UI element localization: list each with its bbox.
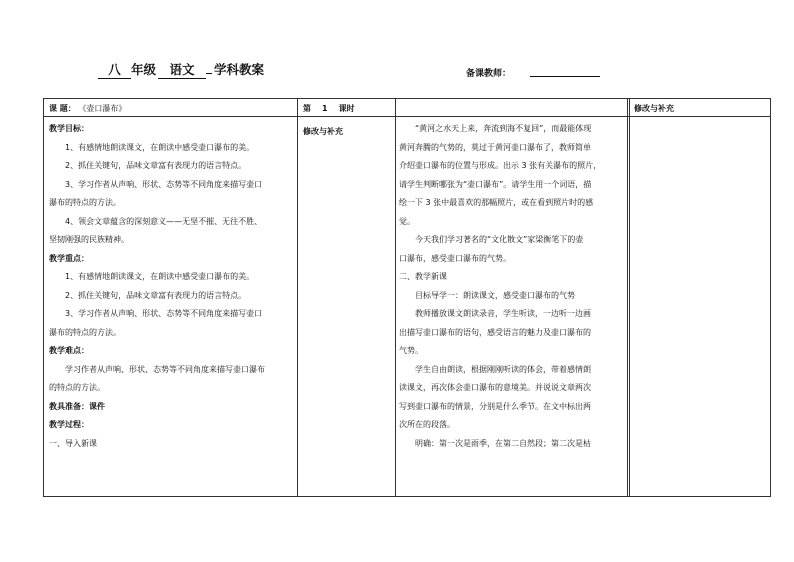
process-line: 出描写壶口瀑布的语句，感受语言的魅力及壶口瀑布的 xyxy=(399,327,591,337)
lesson-number-cell xyxy=(303,103,355,114)
col-divider-3 xyxy=(627,99,630,496)
process-line: 请学生判断哪张为“壶口瀑布”。请学生用一个词语，描 xyxy=(399,179,592,189)
objective-line: 教学过程： xyxy=(49,420,89,429)
process-line: 黄河奔腾的气势的，莫过于黄河壶口瀑布了，教师简单 xyxy=(399,142,591,152)
objective-line: 4、领会文章蕴含的深刻意义——无坚不摧、无往不胜、 xyxy=(65,216,263,226)
objective-line: 坚韧刚强的民族精神。 xyxy=(49,235,129,244)
process-line: 次所在的段落。 xyxy=(399,420,455,429)
objective-line: 瀑布的特点的方法。 xyxy=(49,327,121,337)
objective-line: 的特点的方法。 xyxy=(49,383,105,392)
objective-line: 1、有感情地朗读课文，在朗读中感受壶口瀑布的美。 xyxy=(65,272,255,281)
objective-line: 瀑布的特点的方法。 xyxy=(49,198,121,207)
topic-value: 《壶口瀑布》 xyxy=(78,104,127,113)
objective-line: 3、学习作者从声响、形状、态势等不同角度来描写壶口 xyxy=(65,179,263,189)
topic-label: 课 题： xyxy=(49,104,76,113)
process-line: 学生自由朗读，根据刚刚听读的体会，带着感情朗 xyxy=(415,364,591,374)
objective-line: 教学难点： xyxy=(49,346,89,355)
col-divider-1 xyxy=(297,99,298,496)
objective-line: 教具准备：课件 xyxy=(49,401,105,411)
objective-line: 教学重点： xyxy=(49,253,89,263)
plan-title: 学科教案 xyxy=(214,62,265,77)
lesson-table xyxy=(43,98,771,497)
process-line: 教师播放课文朗读录音，学生听读，一边听一边画 xyxy=(415,309,591,318)
process-line: 写到壶口瀑布的情景，分别是什么季节。在文中标出两 xyxy=(399,401,591,411)
teacher-label: 备课教师： xyxy=(466,69,512,79)
objective-line: 一、导入新课 xyxy=(49,438,97,448)
topic-cell xyxy=(49,103,126,114)
revise-col2-label: 修改与补充 xyxy=(303,127,343,136)
teaching-objectives-column xyxy=(49,120,294,496)
process-line: 目标导学一：朗读课文，感受壶口瀑布的气势 xyxy=(415,290,575,300)
process-line: 气势。 xyxy=(399,346,423,355)
revise-header: 修改与补充 xyxy=(634,104,674,113)
process-line: 读课文，再次体会壶口瀑布的意境美。并说说文章两次 xyxy=(399,383,591,392)
subject-underline-tail xyxy=(206,73,212,74)
process-line: 绘一下 3 张中最喜欢的那幅照片，或在看到照片时的感 xyxy=(399,198,594,207)
header-row-divider xyxy=(44,116,770,117)
objective-line: 教学目标： xyxy=(49,124,89,133)
document-header xyxy=(98,62,264,82)
process-line: “黄河之水天上来，奔流到海不复回”，而最能体现 xyxy=(415,124,592,133)
objective-line: 2、抓住关键句，品味文章富有表现力的语言特点。 xyxy=(65,290,247,300)
teacher-name-blank xyxy=(530,76,600,77)
lesson-number: 1 xyxy=(322,104,328,113)
grade-value: 八 xyxy=(98,62,131,79)
process-line: 口瀑布，感受壶口瀑布的气势。 xyxy=(399,253,511,263)
objective-line: 1、有感情地朗读课文，在朗读中感受壶口瀑布的美。 xyxy=(65,142,255,152)
lesson-suffix: 课时 xyxy=(338,104,355,113)
objective-line: 2、抓住关键句，品味文章富有表现力的语言特点。 xyxy=(65,161,247,170)
grade-suffix: 年级 xyxy=(131,62,157,77)
col-divider-2 xyxy=(395,99,396,496)
process-line: 二、教学新课 xyxy=(399,272,447,281)
teaching-process-column xyxy=(399,120,625,496)
process-line: 介绍壶口瀑布的位置与形成。出示 3 张有关瀑布的照片， xyxy=(399,161,602,170)
objective-line: 3、学习作者从声响、形状、态势等不同角度来描写壶口 xyxy=(65,309,263,318)
lesson-prefix: 第 xyxy=(303,104,311,113)
process-line: 明确：第一次是雨季，在第二自然段；第二次是枯 xyxy=(415,438,591,448)
objective-line: 学习作者从声响、形状、态势等不同角度来描写壶口瀑布 xyxy=(65,364,265,374)
process-line: 今天我们学习著名的“文化散文”家梁衡笔下的壶 xyxy=(415,235,584,244)
process-line: 觉。 xyxy=(399,216,415,226)
subject-value: 语文 xyxy=(158,62,206,79)
